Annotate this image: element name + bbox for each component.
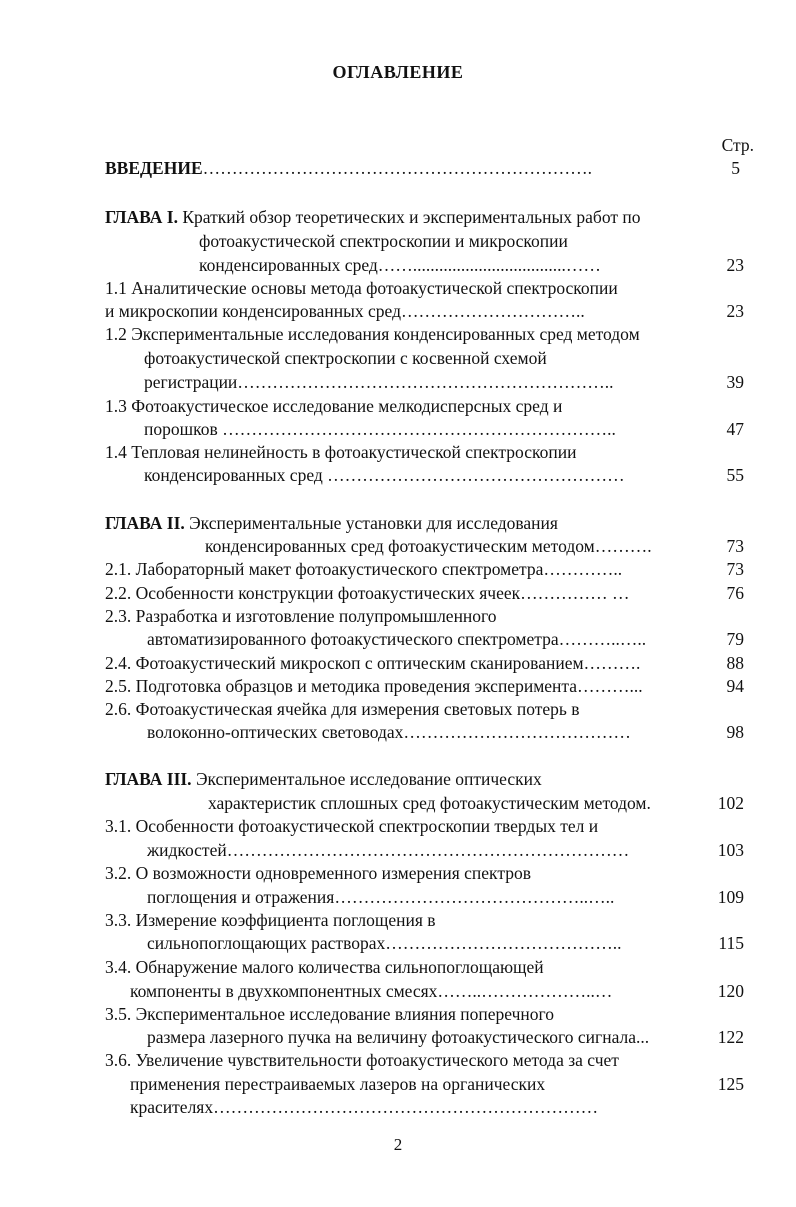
section-3-1-line[interactable]: 3.1. Особенности фотоакустической спектроскопии твердых тел и xyxy=(105,816,599,836)
intro-leaders: …………………………………………………………. xyxy=(202,158,593,178)
section-3-3-line[interactable]: 3.3. Измерение коэффициента поглощения в xyxy=(105,910,436,930)
section-2-3-line[interactable]: 2.3. Разработка и изготовление полупромышленного xyxy=(105,606,497,626)
chapter-1-page: 23 xyxy=(726,255,744,275)
section-3-4-line[interactable]: компоненты в двухкомпонентных смесях……..………………..… xyxy=(130,981,613,1001)
section-3-3-page: 115 xyxy=(718,933,744,953)
section-3-6-line[interactable]: красителях………………………………………………………… xyxy=(130,1097,599,1117)
section-2-1-line[interactable]: 2.1. Лабораторный макет фотоакустического спектрометра………….. xyxy=(105,559,623,579)
section-3-1-page: 103 xyxy=(717,840,744,860)
section-2-4-line[interactable]: 2.4. Фотоакустический микроскоп с оптическим сканированием………. xyxy=(105,653,641,673)
chapter-2-label: ГЛАВА II. xyxy=(105,513,185,533)
chapter-1-heading[interactable] xyxy=(105,206,640,228)
section-3-1-line[interactable]: жидкостей…………………………………………………………… xyxy=(147,840,630,860)
intro-entry[interactable] xyxy=(105,157,592,179)
section-2-3-line[interactable]: автоматизированного фотоакустического спектрометра………..….. xyxy=(147,629,647,649)
section-3-2-line[interactable]: поглощения и отражения……………………………………..….. xyxy=(147,887,615,907)
section-2-6-line[interactable]: 2.6. Фотоакустическая ячейка для измерения световых потерь в xyxy=(105,699,580,719)
section-3-6-line[interactable]: 3.6. Увеличение чувствительности фотоакустического метода за счет xyxy=(105,1050,619,1070)
chapter-2-title-line: Экспериментальные установки для исследования xyxy=(189,513,558,533)
chapter-3-title-line: характеристик сплошных сред фотоакустическим методом. xyxy=(208,793,651,813)
section-2-1-page: 73 xyxy=(726,559,744,579)
section-3-4-line[interactable]: 3.4. Обнаружение малого количества сильнопоглощающей xyxy=(105,957,544,977)
section-2-2-page: 76 xyxy=(726,583,744,603)
chapter-1-title-line: Краткий обзор теоретических и экспериментальных работ по xyxy=(182,207,641,227)
section-1-4-line[interactable]: 1.4 Тепловая нелинейность в фотоакустической спектроскопии xyxy=(105,442,577,462)
section-3-2-page: 109 xyxy=(717,887,744,907)
section-1-4-page: 55 xyxy=(726,465,744,485)
chapter-3-title-line: Экспериментальное исследование оптических xyxy=(195,769,542,789)
section-1-4-line[interactable]: конденсированных сред …………………………………………… xyxy=(144,465,625,485)
section-3-6-line[interactable]: применения перестраиваемых лазеров на органических xyxy=(130,1074,546,1094)
section-1-3-page: 47 xyxy=(726,419,744,439)
page-column-label: Стр. xyxy=(721,135,754,155)
section-3-2-line[interactable]: 3.2. О возможности одновременного измерения спектров xyxy=(105,863,531,883)
section-2-5-page: 94 xyxy=(726,676,744,696)
chapter-3-page: 102 xyxy=(717,793,744,813)
section-3-4-page: 120 xyxy=(717,981,744,1001)
section-1-2-line[interactable]: регистрации……………………………………………………….. xyxy=(144,372,614,392)
section-1-1-page: 23 xyxy=(726,301,744,321)
section-2-3-page: 79 xyxy=(726,629,744,649)
chapter-2-page: 73 xyxy=(726,536,744,556)
section-1-2-page: 39 xyxy=(726,372,744,392)
chapter-2-heading[interactable] xyxy=(105,512,558,534)
section-3-5-line[interactable]: 3.5. Экспериментальное исследование влияния поперечного xyxy=(105,1004,555,1024)
section-1-1-line[interactable]: 1.1 Аналитические основы метода фотоакустической спектроскопии xyxy=(105,278,618,298)
section-3-6-page: 125 xyxy=(717,1074,744,1094)
intro-label: ВВЕДЕНИЕ xyxy=(105,158,203,178)
page-number: 2 xyxy=(393,1135,403,1154)
section-2-5-line[interactable]: 2.5. Подготовка образцов и методика проведения эксперимента………... xyxy=(105,676,643,696)
section-1-2-line[interactable]: 1.2 Экспериментальные исследования конденсированных сред методом xyxy=(105,324,640,344)
chapter-2-title-line: конденсированных сред фотоакустическим методом………. xyxy=(205,536,652,556)
chapter-1-title-line: фотоакустической спектроскопии и микроскопии xyxy=(199,231,568,251)
section-3-5-page: 122 xyxy=(717,1027,744,1047)
section-3-5-line[interactable]: размера лазерного пучка на величину фотоакустического сигнала... xyxy=(147,1027,650,1047)
chapter-1-title-line: конденсированных сред……...................................…… xyxy=(199,255,601,275)
section-1-3-line[interactable]: порошков ………………………………………………………….. xyxy=(144,419,616,439)
section-2-4-page: 88 xyxy=(726,653,744,673)
section-3-3-line[interactable]: сильнопоглощающих растворах………………………………….. xyxy=(147,933,622,953)
section-2-6-page: 98 xyxy=(726,722,744,742)
page-title: ОГЛАВЛЕНИЕ xyxy=(332,62,464,82)
chapter-3-label: ГЛАВА III. xyxy=(105,769,192,789)
intro-page: 5 xyxy=(731,158,740,178)
section-2-6-line[interactable]: волоконно-оптических световодах………………………………… xyxy=(147,722,631,742)
chapter-1-label: ГЛАВА I. xyxy=(105,207,178,227)
section-1-3-line[interactable]: 1.3 Фотоакустическое исследование мелкодисперсных сред и xyxy=(105,396,563,416)
section-2-2-line[interactable]: 2.2. Особенности конструкции фотоакустических ячеек…………… … xyxy=(105,583,630,603)
chapter-3-heading[interactable] xyxy=(105,768,542,790)
section-1-1-line[interactable]: и микроскопии конденсированных сред………………………….. xyxy=(105,301,585,321)
section-1-2-line[interactable]: фотоакустической спектроскопии с косвенной схемой xyxy=(144,348,547,368)
